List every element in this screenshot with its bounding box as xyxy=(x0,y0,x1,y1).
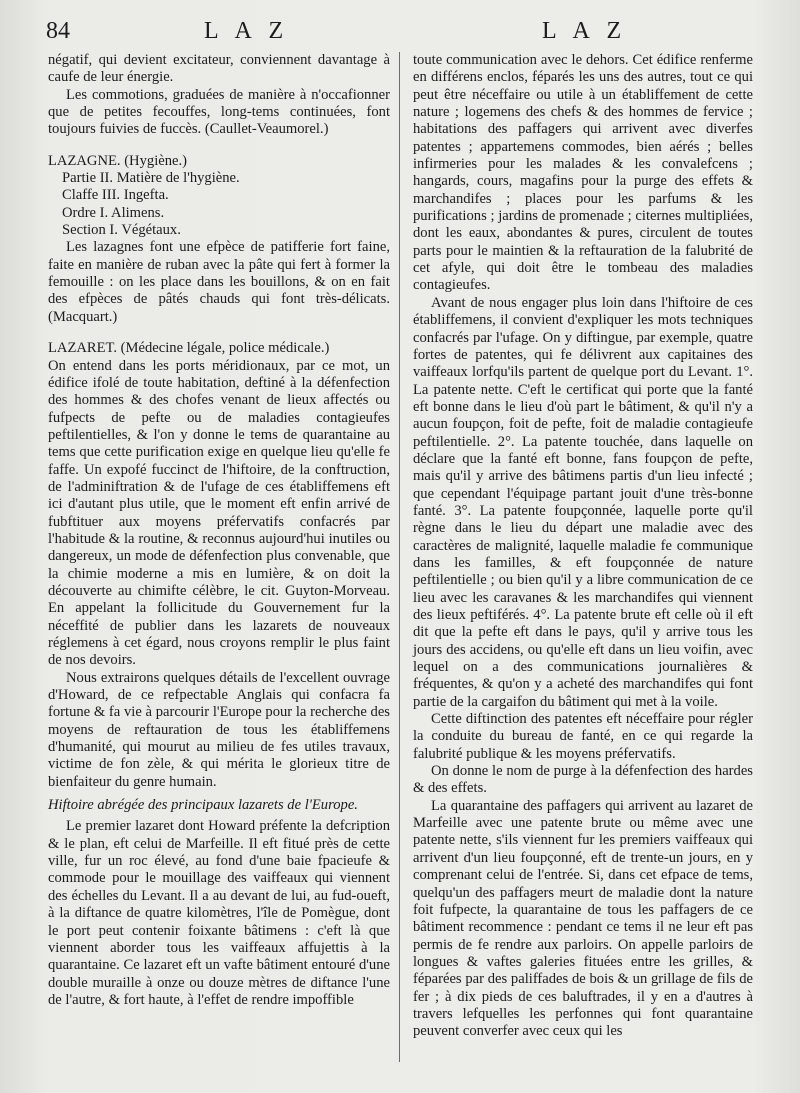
classification-line: Partie II. Matière de l'hygiène. xyxy=(62,170,240,187)
entry-heading-lazaret: LAZARET. (Médecine légale, police médicale.) xyxy=(48,340,330,357)
section-title: Hiftoire abrégée des principaux lazarets de l'Europe. xyxy=(48,797,358,814)
entry-heading-lazagne: LAZAGNE. (Hygiène.) xyxy=(48,152,188,169)
classification-line: Claffe III. Ingefta. xyxy=(62,187,169,204)
page-header xyxy=(40,18,760,50)
classification-line: Section I. Végétaux. xyxy=(62,222,181,239)
paragraph: toute communication avec le dehors. Cet édifice renferme en différens enclos, féparés les uns des autres, tout ce qui peut être néceffaire ou utile à un établiffement de cette nature ; logemens des chefs & des hommes de fervice ; habitations des paffagers qui arrivent avec diverfes patentes ; appartemens commodes, bien aérés ; belles infirmeries pour les malades & les convalefcens ; hangards, cours, magafins pour la purge des effets & marchandifes ; places pour les parfums & les purifications ; jardins de promenade ; citernes multipliées, dont les eaux, abondantes & pures, circulent de toutes parts pour le maintien & la reftauration de la falubrité de cet afyle, qui doit être le tombeau des maladies contagieufes. xyxy=(413,52,753,294)
column-divider xyxy=(399,52,400,1062)
left-column xyxy=(48,52,390,1009)
running-head-left: L A Z xyxy=(204,18,290,44)
paragraph: Nous extrairons quelques détails de l'excellent ouvrage d'Howard, de ce refpectable Anglais qui confacra fa fortune & fa vie à parcourir l'Europe pour la recherche des moyens de reftauration de tous les établiffemens d'humanité, qui mourut au milieu de fes utiles travaux, victime de fon zèle, & qui mérita le glorieux titre de bienfaiteur du genre humain. xyxy=(48,669,390,790)
paragraph: La quarantaine des paffagers qui arrivent au lazaret de Marfeille avec une patente brute ou même avec une patente nette, s'ils viennent fur les premiers vaiffeaux qui arrivent d'un lieu foupçonné, eft de trente-un jours, en y comprenant celui de l'entrée. Si, dans cet efpace de tems, quelqu'un des paffagers meurt de maladie dont la nature foit fufpecte, la quarantaine de tous les paffagers de ce bâtiment recommence : pendant ce tems il ne leur eft pas permis de fe rendre aux parloirs. On appelle parloirs de longues & vaftes galeries fituées entre les grilles, & féparées par des paliffades de bois & un grillage de fils de fer ; à dix pieds de ces baluftrades, il y en a d'autres à travers lefquelles les perfonnes qui font quarantaine peuvent converfer avec ceux qui les xyxy=(413,797,753,1040)
paragraph: Les commotions, graduées de manière à n'occafionner que de petites fecouffes, long-tems continuées, font toujours fuivies de fuccès. (Caullet-Veaumorel.) xyxy=(48,86,390,138)
right-column xyxy=(413,52,753,1041)
classification-line: Ordre I. Alimens. xyxy=(62,204,165,221)
paragraph: Cette diftinction des patentes eft néceffaire pour régler la conduite du bureau de fanté, en ce qui regarde la falubrité publique & les moyens préfervatifs. xyxy=(413,711,753,762)
paragraph: Avant de nous engager plus loin dans l'hiftoire de ces établiffemens, il convient d'expliquer les mots techniques confacrés par l'ufage. On y diftingue, par exemple, quatre fortes de patentes, qui fe délivrent aux capitaines des vaiffeaux lorfqu'ils partent de quelque port du Levant. 1°. La patente nette. C'eft le certificat qui porte que la fanté eft bonne dans le lieu d'où part le bâtiment, & qu'il n'y a aucun foupçon, foit de pefte, foit de maladie contagieufe peftilentielle. 2°. La patente touchée, dans laquelle on déclare que la fanté eft bonne, fans foupçon de pefte, mais qu'il y arrive des bâtimens partis d'un lieu infecté ; que cependant l'équipage partant jouit d'une très-bonne fanté. 3°. La patente foupçonnée, laquelle porte qu'il règne dans le lieu du départ une maladie avec des caractères de malignité, laquelle maladie fe communique dans les familles, & eft foupçonnée de nature peftilentielle ; ou bien qu'il y a libre communication de ce lieu avec les caravanes & les marchandifes qui viennent des lieux peftiférés. 4°. La patente brute eft celle où il eft dit que la pefte eft dans le pays, qu'il y arrive tous les jours des accidens, ou qu'elle eft dans un lieu voifin, avec lequel on a des communications journalières & fréquentes, & qu'on y a acheté des marchandifes qui font partie de la cargaifon du bâtiment qui met à la voile. xyxy=(413,294,753,710)
paragraph: négatif, qui devient excitateur, conviennent davantage à caufe de leur énergie. xyxy=(48,52,390,86)
paragraph: Le premier lazaret dont Howard préfente la defcription & le plan, eft celui de Marfeille. Il eft fitué près de cette ville, fur un roc élevé, au fond d'une baie fpacieufe & commode pour le mouillage des vaiffeaux qui viennent des échelles du Levant. Il a au devant de lui, au fud-oueft, à la diftance de quatre kilomètres, l'île de Pomègue, dont le port peut contenir foixante bâtimens : c'eft là que viennent aborder tous les vaiffeaux affujettis à la quarantaine. Ce lazaret eft un vafte bâtiment entouré d'une double muraille à onze ou douze mètres de diftance l'une de l'autre, & fort haute, à l'effet de rendre impoffible xyxy=(48,818,390,1008)
paragraph: On donne le nom de purge à la défenfection des hardes & des effets. xyxy=(413,763,753,797)
paragraph: On entend dans les ports méridionaux, par ce mot, un édifice ifolé de toute habitation, deftiné à la défenfection des hommes & des chofes venant de lieux affectés ou fufpects de pefte ou de maladies contagieufes peftilentielles, & l'on y donne le tems de quarantaine au tems que cette purification exige en quelque lieu qu'elle fe faffe. Un expofé fuccinct de l'hiftoire, de la conftruction, de l'adminiftration & de l'ufage de ces établiffemens eft ici d'autant plus utile, que le moment eft enfin arrivé de fubftituer aux moyens préfervatifs confacrés par l'habitude & la routine, & reconnus aujourd'hui inutiles ou dangereux, un mode de défenfection plus convenable, que la chimie moderne a mis en lumière, & on doit la découverte au chimifte célèbre, le cit. Guyton-Morveau. En appelant la follicitude du Gouvernement fur la néceffité de publier dans les lazarets de nouveaux réglemens à cet égard, nous croyons remplir le plus faint de nos devoirs. xyxy=(48,357,390,669)
running-head-right: L A Z xyxy=(542,18,628,44)
page-number: 84 xyxy=(46,18,70,44)
paragraph: Les lazagnes font une efpèce de patifferie fort faine, faite en manière de ruban avec la pâte qui fert à former la femouille : on les place dans les bouillons, & on en fait des efpèces de pâtés chauds qui font très-délicats. (Macquart.) xyxy=(48,239,390,325)
